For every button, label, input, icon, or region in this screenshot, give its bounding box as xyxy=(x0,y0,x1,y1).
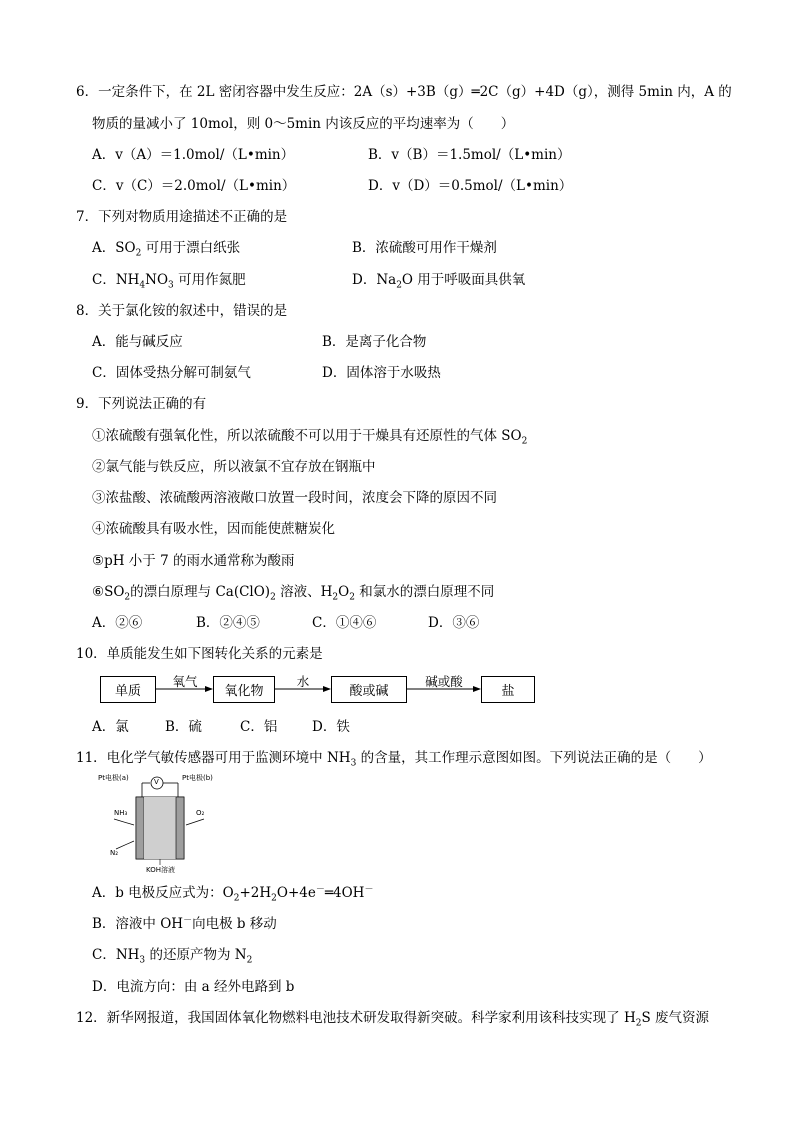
q6-option-b: B．v（B）＝1.5mol/（L•min） xyxy=(368,147,571,163)
flow-arrow-label-oxygen: 氧气 xyxy=(172,674,198,689)
q11-option-b: B．溶液中 OH－向电极 b 移动 xyxy=(92,915,277,932)
q7-option-d: D．$Na_2O$ 用于呼吸面具供氧 xyxy=(352,272,526,291)
q11-stem: 11．电化学气敏传感器可用于监测环境中 $NH_3$ 的含量，其工作理示意图如图。下列说法正确的是（ ） xyxy=(76,750,712,769)
q9-statement-4: ④浓硫酸具有吸水性，因而能使蔗糖炭化 xyxy=(92,521,335,537)
label-n2: N₂ xyxy=(110,849,119,857)
q8-option-a: A．能与碱反应 xyxy=(92,334,183,350)
q7-option-a: A．$SO_2$ 可用于漂白纸张 xyxy=(92,240,241,259)
electrode-b xyxy=(176,797,184,859)
label-nh3: NH₃ xyxy=(114,809,128,817)
q9-option-b: B．②④⑤ xyxy=(196,615,260,631)
q9-option-c: C．①④⑥ xyxy=(312,615,377,631)
q9-statement-6: $⑥SO_2$的漂白原理与 $Ca(ClO)_2$ 溶液、$H_2O_2$ 和氯水的漂白原理不同 xyxy=(92,584,495,603)
label-voltmeter: V xyxy=(154,778,159,786)
q6-option-c: C．v（C）＝2.0mol/（L•min） xyxy=(92,178,296,194)
q9-option-a: A．②⑥ xyxy=(92,615,143,631)
q8-stem: 8．关于氯化铵的叙述中，错误的是 xyxy=(76,303,288,319)
electrode-a xyxy=(136,797,144,859)
label-o2: O₂ xyxy=(196,809,205,817)
q9-statement-5: ⑤pH 小于 7 的雨水通常称为酸雨 xyxy=(92,553,295,569)
q9-stem: 9．下列说法正确的有 xyxy=(76,396,207,412)
q9-statement-3: ③浓盐酸、浓硫酸两溶液敞口放置一段时间，浓度会下降的原因不同 xyxy=(92,490,497,506)
q7-stem: 7．下列对物质用途描述不正确的是 xyxy=(76,209,288,225)
q9-statement-1: ①浓硫酸有强氧化性，所以浓硫酸不可以用于干燥具有还原性的气体 $SO_2$ xyxy=(92,428,528,447)
q10-option-a: A．氯 xyxy=(92,719,129,735)
q10-option-c: C．铝 xyxy=(240,719,278,735)
flow-box-acid-or-base: 酸或碱 xyxy=(331,676,407,703)
q8-option-d: D．固体溶于水吸热 xyxy=(322,365,441,381)
flow-box-salt: 盐 xyxy=(481,676,535,703)
q11-option-a: A．b 电极反应式为：$O_2+2H_2O+4e^-═4OH^-$ xyxy=(92,884,374,904)
sensor-diagram-graphic xyxy=(100,775,240,875)
q12-stem-line1: 12．新华网报道，我国固体氧化物燃料电池技术研发取得新突破。科学家利用该科技实现了 $H_2S$ 废气资源 xyxy=(76,1010,710,1029)
koh-electrolyte xyxy=(144,797,176,859)
q6-stem-line1: 6．一定条件下，在 2L 密闭容器中发生反应：2A（s）+3B（g）═2C（g）+4D（g），测得 5min 内，A 的 xyxy=(76,84,732,100)
q8-option-b: B．是离子化合物 xyxy=(322,334,427,350)
q7-option-c: C．$NH_4NO_3$ 可用作氮肥 xyxy=(92,272,246,291)
q6-option-a: A．v（A）＝1.0mol/（L•min） xyxy=(92,147,295,163)
q7-option-b: B．浓硫酸可用作干燥剂 xyxy=(352,240,497,256)
q9-statement-2: ②氯气能与铁反应，所以液氯不宜存放在钢瓶中 xyxy=(92,459,376,475)
q10-stem: 10．单质能发生如下图转化关系的元素是 xyxy=(76,646,323,662)
flow-arrow-label-base-or-acid: 碱或酸 xyxy=(425,674,463,689)
q11-sensor-figure xyxy=(100,775,240,875)
flow-arrow-label-water: 水 xyxy=(296,674,310,689)
q6-option-d: D．v（D）＝0.5mol/（L•min） xyxy=(368,178,573,194)
label-koh-solution: KOH溶液 xyxy=(146,866,175,874)
q6-stem-line2: 物质的量减小了 10mol，则 0～5min 内该反应的平均速率为（ ） xyxy=(92,116,515,132)
q10-option-b: B．硫 xyxy=(165,719,202,735)
flow-box-oxide: 氧化物 xyxy=(213,676,275,703)
label-pt-electrode-a: Pt电极(a) xyxy=(98,774,129,782)
flow-box-element: 单质 xyxy=(100,676,156,703)
label-pt-electrode-b: Pt电极(b) xyxy=(182,774,213,782)
q8-option-c: C．固体受热分解可制氨气 xyxy=(92,365,251,381)
q9-option-d: D．③⑥ xyxy=(428,615,480,631)
q10-option-d: D．铁 xyxy=(312,719,350,735)
q11-option-d: D．电流方向：由 a 经外电路到 b xyxy=(92,979,295,995)
q11-option-c: C．$NH_3$ 的还原产物为 $N_2$ xyxy=(92,947,253,966)
